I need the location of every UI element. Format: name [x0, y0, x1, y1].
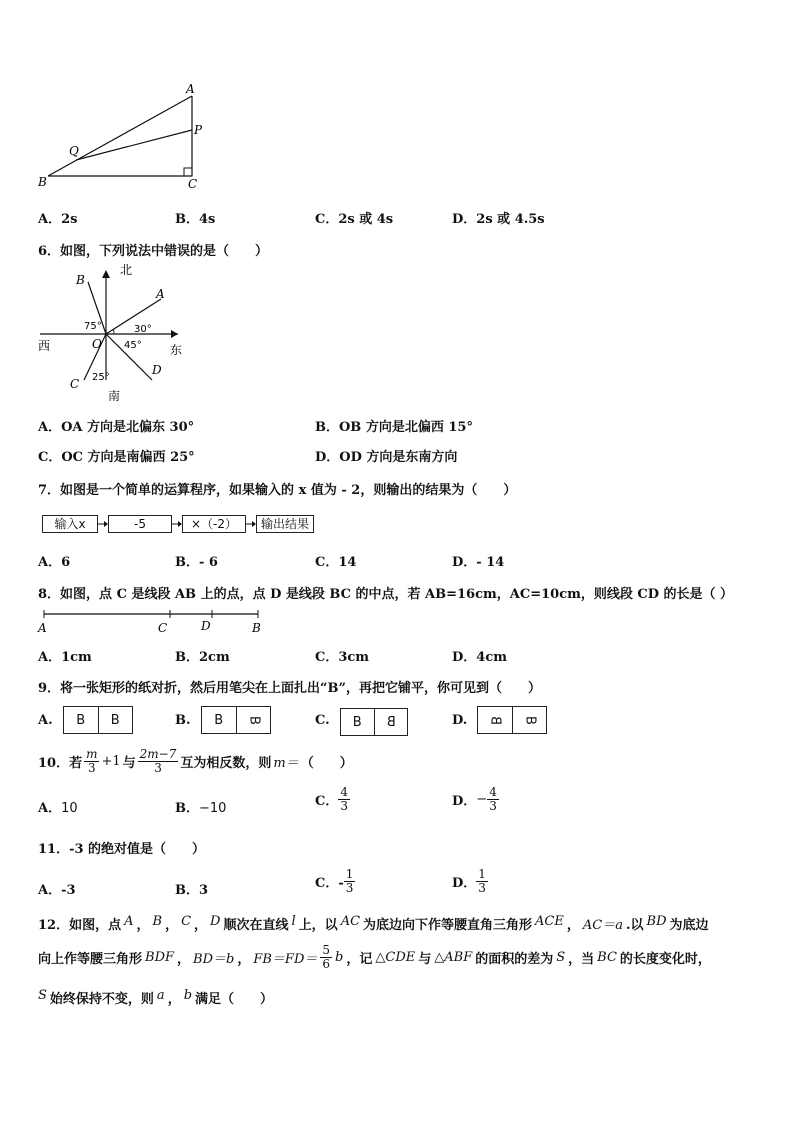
- arrow-icon: [98, 519, 108, 529]
- angle-45-label: 45°: [124, 340, 142, 351]
- q9-option-d-card[interactable]: [477, 706, 547, 734]
- flow-step2-box: ×（-2）: [182, 515, 246, 533]
- q8-option-d[interactable]: D．4cm: [452, 650, 507, 665]
- q11-option-a[interactable]: A．-3: [38, 883, 76, 898]
- q6-option-d[interactable]: D．OD 方向是东南方向: [315, 450, 458, 465]
- point-b-label: B: [252, 621, 261, 635]
- point-c-label: C: [158, 621, 168, 635]
- q8-option-b[interactable]: B．2cm: [175, 650, 230, 665]
- fraction: $\frac{4}{3}$: [340, 785, 348, 814]
- triangle-figure: [36, 82, 206, 192]
- q8-option-a[interactable]: A．1cm: [38, 650, 92, 665]
- card-glyph: B: [352, 714, 362, 730]
- q9-option-c-letter[interactable]: C.: [315, 713, 330, 728]
- angle-75-label: 75°: [84, 321, 102, 332]
- west-label: 西: [38, 339, 51, 353]
- card-glyph: B: [214, 712, 224, 728]
- card-glyph-rotated: B: [487, 715, 503, 725]
- point-p-label: P: [194, 123, 203, 137]
- q7-option-c[interactable]: C．14: [315, 555, 357, 570]
- q7-option-d[interactable]: D．- 14: [452, 555, 505, 570]
- fraction: $\frac{1}{3}$: [478, 867, 486, 896]
- fraction: $\frac{5}{6}$: [322, 943, 331, 972]
- q5-option-b[interactable]: B．4s: [175, 212, 216, 227]
- q10-stem: 10．若 $\frac{m}{3}$ +1 与 $\frac{2m-7}{3}$ 互为相反数，则 m＝ （ ）: [38, 747, 353, 776]
- q6-option-b[interactable]: B．OB 方向是北偏西 15°: [315, 420, 473, 435]
- flowchart: [42, 515, 314, 533]
- arrow-icon: [246, 519, 256, 529]
- point-c-label: C: [188, 177, 198, 191]
- flow-input-box: 输入x: [42, 515, 98, 533]
- card-glyph-mirrored: B: [374, 709, 408, 735]
- point-q-label: Q: [69, 144, 79, 158]
- fraction: $\frac{2m-7}{3}$: [139, 747, 177, 776]
- flow-step1-box: -5: [108, 515, 172, 533]
- q9-option-a-card[interactable]: [63, 706, 133, 734]
- q10-option-a[interactable]: A．10: [38, 801, 78, 816]
- card-glyph-rotated: B: [512, 707, 547, 733]
- card-glyph-rotated: B: [236, 707, 271, 733]
- south-label: 南: [108, 389, 121, 403]
- q12-line-2: 向上作等腰三角形 BDF ， BD＝b ， FB＝FD＝ $\frac{5}{6}$ b ，记 △CDE 与 △ABF 的面积的差为 S ，当 BC 的长度变化时，: [38, 943, 711, 972]
- card-glyph: B: [98, 707, 133, 733]
- q10-option-c[interactable]: C． $\frac{4}{3}$: [315, 785, 348, 814]
- q5-option-d[interactable]: D．2s 或 4.5s: [452, 212, 545, 227]
- q11-option-b[interactable]: B．3: [175, 883, 209, 898]
- north-label: 北: [120, 263, 133, 277]
- q11-stem: 11．-3 的绝对值是（ ）: [38, 842, 206, 857]
- angle-25-label: 25°: [92, 372, 110, 383]
- q7-stem: 7．如图是一个简单的运算程序，如果输入的 x 值为 - 2，则输出的结果为（ ）: [38, 483, 517, 498]
- ray-d-label: D: [152, 363, 162, 377]
- q9-option-a-letter[interactable]: A.: [38, 713, 53, 728]
- ray-b-label: B: [76, 273, 85, 287]
- q6-option-c[interactable]: C．OC 方向是南偏西 25°: [38, 450, 195, 465]
- q9-option-b-letter[interactable]: B.: [175, 713, 191, 728]
- q9-option-d-letter[interactable]: D.: [452, 713, 468, 728]
- point-b-label: B: [38, 175, 47, 189]
- fraction: $\frac{1}{3}$: [345, 867, 354, 896]
- flow-output-box: 输出结果: [256, 515, 314, 533]
- q12-line-1: 12．如图，点 A ， B ， C ， D 顺次在直线 l 上，以 AC 为底边向下作等腰直角三角形 ACE ， AC＝a .以 BD 为底边: [38, 914, 709, 933]
- q12-line-3: S 始终保持不变，则 a ， b 满足（ ）: [38, 988, 274, 1007]
- q9-option-c-card[interactable]: [340, 708, 408, 736]
- point-d-label: D: [201, 619, 211, 633]
- q8-option-c[interactable]: C．3cm: [315, 650, 370, 665]
- q8-stem: 8．如图，点 C 是线段 AB 上的点，点 D 是线段 BC 的中点，若 AB=16cm，AC=10cm，则线段 CD 的长是（ ）: [38, 587, 734, 602]
- q5-option-a[interactable]: A．2s: [38, 212, 78, 227]
- q11-option-d[interactable]: D． $\frac{1}{3}$: [452, 867, 486, 896]
- q7-option-a[interactable]: A．6: [38, 555, 71, 570]
- fraction: $\frac{4}{3}$: [489, 785, 497, 814]
- q10-option-b[interactable]: B．−10: [175, 801, 227, 816]
- angle-30-label: 30°: [134, 324, 152, 335]
- q9-option-b-card[interactable]: [201, 706, 271, 734]
- point-a-label: A: [38, 621, 47, 635]
- fraction: $\frac{m}{3}$: [86, 747, 98, 776]
- q6-option-a[interactable]: A．OA 方向是北偏东 30°: [38, 420, 195, 435]
- point-o-label: O: [92, 337, 102, 351]
- card-glyph: B: [76, 712, 86, 728]
- q6-stem: 6．如图，下列说法中错误的是（ ）: [38, 244, 269, 259]
- q5-option-c[interactable]: C．2s 或 4s: [315, 212, 394, 227]
- east-label: 东: [170, 343, 183, 357]
- arrow-icon: [172, 519, 182, 529]
- q9-stem: 9．将一张矩形的纸对折，然后用笔尖在上面扎出“B”，再把它铺平，你可见到（ ）: [38, 681, 541, 696]
- q11-option-c[interactable]: C．- $\frac{1}{3}$: [315, 867, 354, 896]
- compass-figure: [36, 262, 196, 410]
- q10-option-d[interactable]: D． − $\frac{4}{3}$: [452, 785, 497, 814]
- ray-a-label: A: [156, 287, 165, 301]
- q7-option-b[interactable]: B．- 6: [175, 555, 218, 570]
- point-a-label: A: [186, 82, 195, 96]
- ray-c-label: C: [70, 377, 80, 391]
- segment-figure: [36, 608, 276, 636]
